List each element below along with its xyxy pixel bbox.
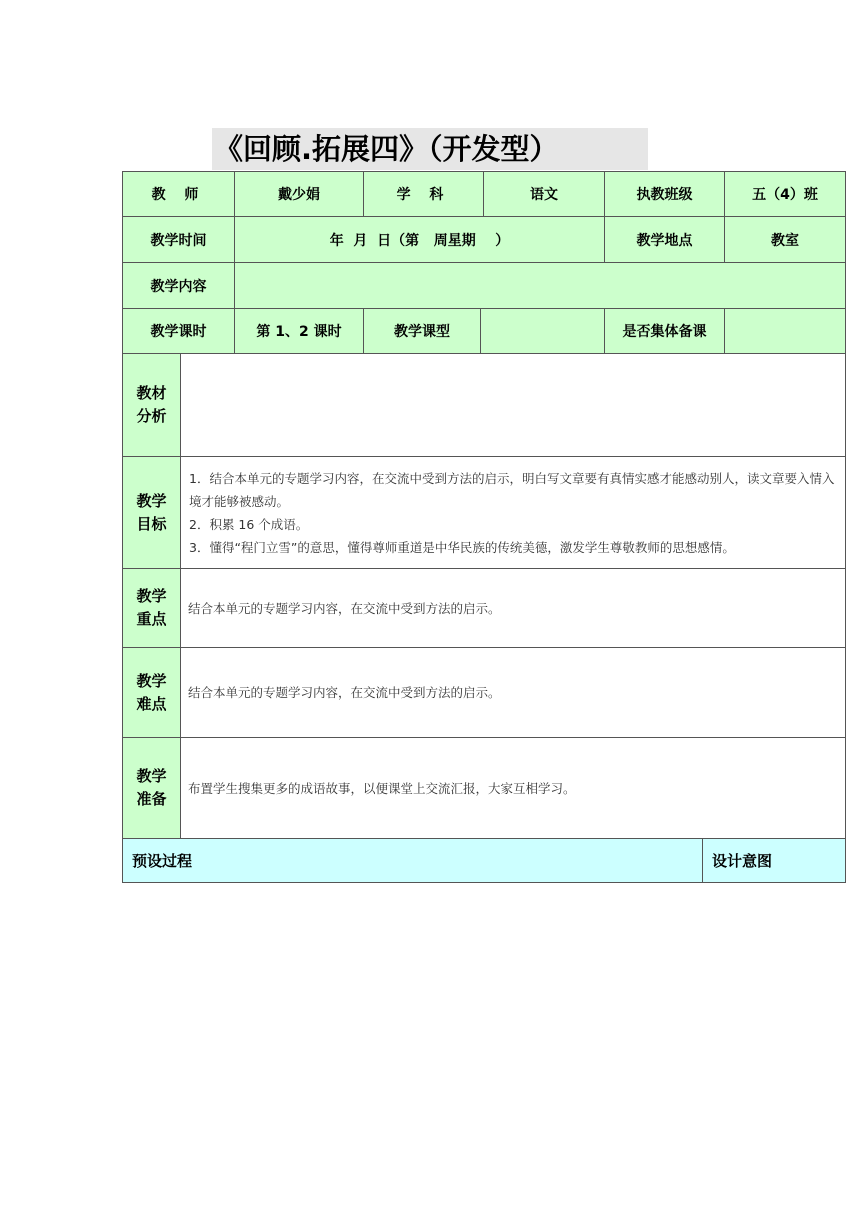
analysis-label bbox=[122, 353, 181, 457]
preparation-label-line1: 教学 bbox=[136, 767, 167, 785]
goals-label bbox=[122, 456, 181, 569]
subject-label: 学 科 bbox=[363, 171, 484, 217]
goal-item-2: 2．积累 16 个成语。 bbox=[189, 516, 309, 532]
document-title: 《回顾.拓展四》（开发型） bbox=[212, 128, 648, 170]
content-label: 教学内容 bbox=[122, 262, 235, 309]
key-points-label bbox=[122, 568, 181, 648]
difficulties-label-line1: 教学 bbox=[136, 671, 167, 690]
class-label: 执教班级 bbox=[604, 171, 725, 217]
goals-label-line2: 目标 bbox=[136, 514, 167, 533]
difficulties-label-line2: 难点 bbox=[136, 694, 167, 713]
difficulties-label bbox=[122, 647, 181, 738]
intent-header: 设计意图 bbox=[702, 838, 846, 883]
class-value: 五（4）班 bbox=[724, 171, 846, 217]
goal-item-3: 3．懂得“程门立雪”的意思，懂得尊师重道是中华民族的传统美德，激发学生尊敬教师的思想感情。 bbox=[189, 539, 735, 555]
preparation-value: 布置学生搜集更多的成语故事，以便课堂上交流汇报，大家互相学习。 bbox=[180, 737, 846, 839]
preparation-label-line2: 准备 bbox=[136, 790, 167, 808]
goal-item-1: 1．结合本单元的专题学习内容，在交流中受到方法的启示，明白写文章要有真情实感才能感动别人，读文章要入情入境才能够被感动。 bbox=[189, 470, 835, 509]
teacher-value: 戴少娟 bbox=[234, 171, 364, 217]
goals-label-line1: 教学 bbox=[136, 491, 167, 510]
analysis-label-line1: 教材 bbox=[136, 384, 167, 402]
process-header: 预设过程 bbox=[122, 838, 703, 883]
key-points-value: 结合本单元的专题学习内容，在交流中受到方法的启示。 bbox=[180, 568, 846, 648]
key-points-label-line1: 教学 bbox=[136, 587, 167, 605]
place-label: 教学地点 bbox=[604, 216, 725, 263]
subject-value: 语文 bbox=[483, 171, 605, 217]
analysis-label-line2: 分析 bbox=[136, 407, 167, 425]
hours-label: 教学课时 bbox=[122, 308, 235, 354]
place-value: 教室 bbox=[724, 216, 846, 263]
time-label: 教学时间 bbox=[122, 216, 235, 263]
goals-list bbox=[180, 456, 846, 569]
teacher-label: 教 师 bbox=[122, 171, 235, 217]
content-value bbox=[234, 262, 846, 309]
type-label: 教学课型 bbox=[363, 308, 481, 354]
difficulties-value: 结合本单元的专题学习内容，在交流中受到方法的启示。 bbox=[180, 647, 846, 738]
collective-label: 是否集体备课 bbox=[604, 308, 725, 354]
preparation-label bbox=[122, 737, 181, 839]
key-points-label-line2: 重点 bbox=[136, 610, 167, 628]
time-value: 年 月 日（第 周星期 ） bbox=[234, 216, 605, 263]
hours-value: 第 1、2 课时 bbox=[234, 308, 364, 354]
collective-value bbox=[724, 308, 846, 354]
type-value bbox=[480, 308, 605, 354]
analysis-value bbox=[180, 353, 846, 457]
